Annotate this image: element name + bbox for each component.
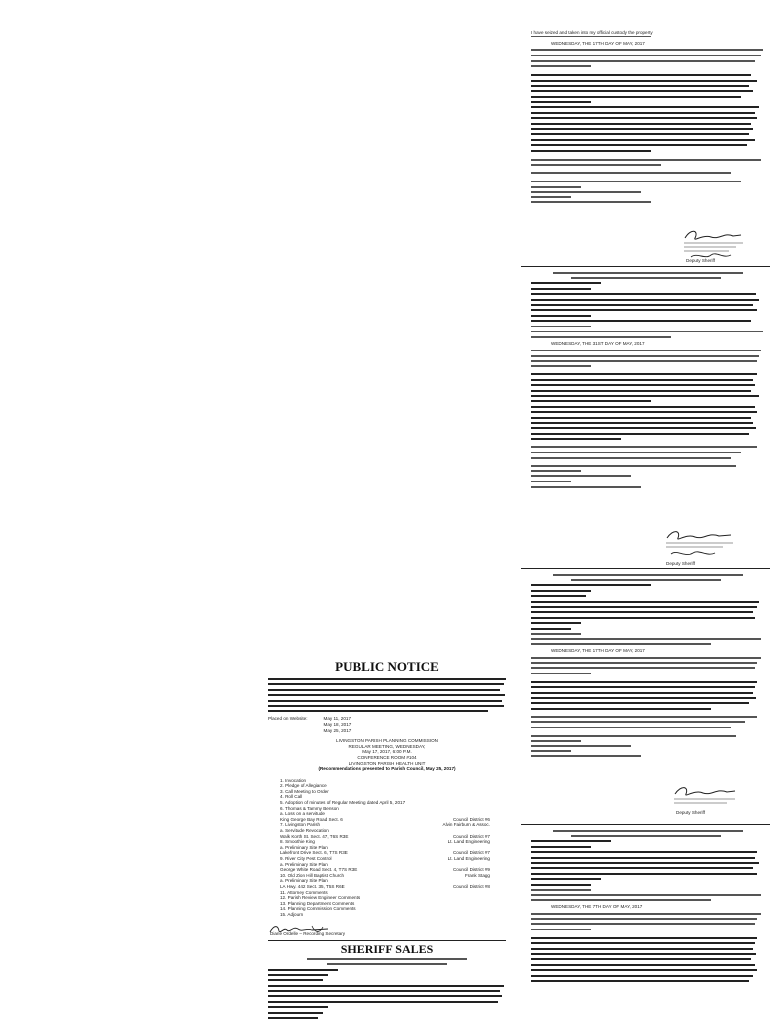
agenda-item: 15. Adjourn: [280, 911, 304, 917]
agenda-list: [268, 778, 506, 918]
agenda-item: 5. Adoption of minutes of Regular Meeting dated April 5, 2017: [280, 800, 406, 806]
left-column: [268, 660, 506, 1022]
agenda-item: a. Loss on a servitude: [280, 811, 325, 817]
agenda-item: a. Preliminary Site Plan: [280, 861, 328, 867]
sheriff-sales-title: SHERIFF SALES: [340, 942, 434, 957]
notice-date-line: WEDNESDAY, THE 7TH DAY OF MAY, 2017: [551, 904, 643, 910]
agenda-header: [268, 738, 506, 772]
agenda-item: 3. Call Meeting to Order: [280, 788, 329, 794]
agenda-header-line: (Recommendations presented to Parish Council, May 25, 2017): [318, 766, 456, 772]
section-divider: [521, 824, 770, 825]
sheriff-notice-4: [531, 830, 766, 985]
agenda-item: 8. Smoothie King Lt. Land Engineering: [280, 839, 490, 845]
notice-text: [531, 350, 766, 488]
posting-label: Placed on Website:: [268, 716, 308, 722]
posting-date: May 18, 2017: [323, 721, 352, 727]
deputy-sheriff-label: Deputy Sheriff: [676, 810, 706, 815]
posting-date: May 25, 2017: [323, 727, 352, 733]
deputy-sheriff-label: Deputy Sheriff: [666, 561, 696, 566]
agenda-item: 1. Invocation: [280, 777, 307, 783]
notice-text: [531, 272, 766, 338]
notice-text: [531, 913, 766, 982]
section-divider: [268, 940, 506, 941]
agenda-header-line: REGULAR MEETING, WEDNESDAY,: [348, 743, 426, 749]
posting-date: May 11, 2017: [323, 716, 351, 722]
posting-dates: [268, 716, 506, 733]
section-divider: [521, 266, 770, 267]
notice-text: [531, 36, 766, 38]
public-notice-title: PUBLIC NOTICE: [335, 659, 439, 674]
agenda-item: King George Bay Road Sect. 6 Council District #6: [280, 816, 490, 822]
sheriff-notice-1: [531, 30, 766, 206]
agenda-item: a. Servitude Revocation: [280, 828, 329, 834]
notice-text: [531, 574, 766, 645]
secretary-signature: [268, 920, 506, 931]
agenda-item: 14. Planning Commission Comments: [280, 906, 356, 912]
agenda-header-line: LIVINGSTON PARISH HEALTH UNIT: [348, 760, 426, 766]
sheriff-sales-body: [268, 958, 506, 1019]
agenda-item: Lakefront Drive Sect. 6, T7S R3E Council District #7: [280, 850, 490, 856]
agenda-item: 6. Thomas & Tammy Benson: [280, 805, 339, 811]
sheriff-notice-3: [531, 574, 766, 761]
public-notice-body: [268, 678, 506, 712]
agenda-item: 13. Planning Department Comments: [280, 900, 355, 906]
signature-caption: Diane Ordelle – Recording Secretary: [270, 930, 346, 936]
agenda-item: 11. Attorney Comments: [280, 889, 328, 895]
notice-text: [531, 830, 766, 901]
agenda-item: 9. River City Pest Control Lt. Land Engineering: [280, 856, 490, 861]
right-column: [521, 0, 770, 1024]
agenda-item: 2. Pledge of Allegiance: [280, 783, 327, 789]
agenda-item: 12. Parish Review Engineer Comments: [280, 895, 361, 901]
agenda-item: a. Preliminary Site Plan: [280, 844, 328, 850]
agenda-item: 4. Roll Call: [280, 794, 303, 800]
agenda-header-line: LIVINGSTON PARISH PLANNING COMMISSION: [336, 738, 438, 744]
notice-first-line: I have seized and taken into my official custody the property: [531, 30, 653, 35]
agenda-item: 10. Old Zion Hill Baptist Church Frank Stagg: [280, 872, 490, 878]
agenda-header-line: CONFERENCE ROOM #104: [357, 754, 417, 760]
agenda-item: Walk Korth St. Sect. 47, T6S R3E Council District #7: [280, 833, 490, 839]
agenda-item: George White Road Sect. 4, T7S R3E Council District #9: [280, 867, 490, 873]
notice-text: [531, 49, 766, 203]
handwritten-signature: [268, 924, 358, 935]
sheriff-signature-2: [663, 528, 743, 562]
notice-date-line: WEDNESDAY, THE 17TH DAY OF MAY, 2017: [551, 648, 645, 654]
notice-date-line: WEDNESDAY, THE 31ST DAY OF MAY, 2017: [551, 341, 645, 347]
agenda-item: LA Hwy. 442 Sect. 35, T5S R6E Council District #8: [280, 883, 490, 889]
deputy-sheriff-label: Deputy Sheriff: [686, 258, 716, 263]
sheriff-notice-2: [531, 272, 766, 491]
notice-date-line: WEDNESDAY, THE 17TH DAY OF MAY, 2017: [551, 40, 645, 46]
agenda-header-line: May 17, 2017, 6:00 P.M.: [362, 749, 412, 755]
notice-text: [531, 657, 766, 757]
agenda-item: a. Preliminary Site Plan: [280, 878, 328, 884]
agenda-item: 7. Livingston Parish Alvin Fairburn & Assoc.: [280, 822, 490, 828]
section-divider: [521, 568, 770, 569]
